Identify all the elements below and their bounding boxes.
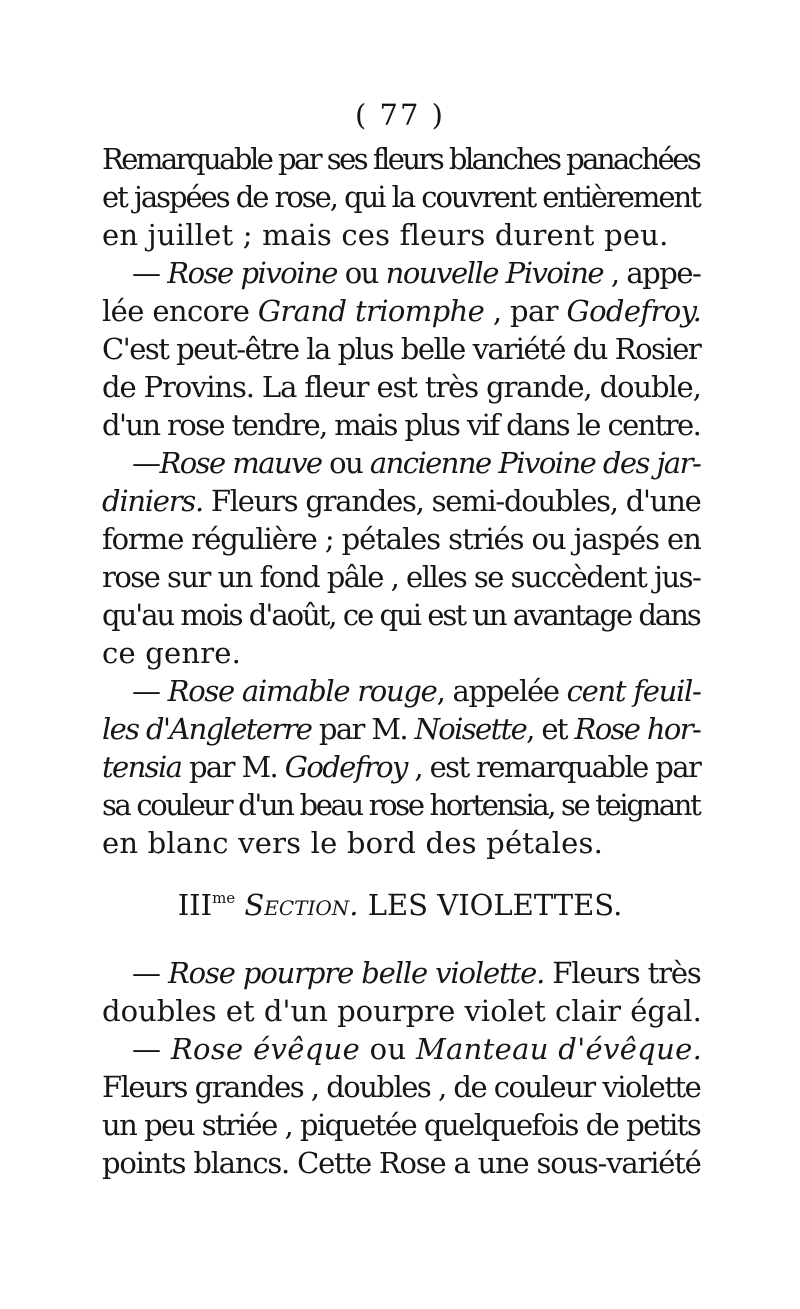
italic-text-segment: les d'Angleterre xyxy=(102,712,312,746)
text-segment: un peu striée , piquetée quelquefois de petits xyxy=(102,1108,701,1142)
text-segment: doubles et d'un pourpre violet clair égal. xyxy=(102,994,702,1028)
text-line xyxy=(102,293,701,329)
italic-text-segment: Rose aimable rouge xyxy=(167,674,437,708)
italic-text-segment: Rose pivoine xyxy=(167,256,337,290)
text-segment: , et xyxy=(526,712,575,746)
text-segment: en juillet ; mais ces fleurs durent peu. xyxy=(102,218,669,252)
text-line xyxy=(102,597,700,633)
text-line xyxy=(102,483,701,519)
text-line xyxy=(132,673,701,709)
text-segment: rose sur un fond pâle , elles se succèdent jus- xyxy=(102,560,701,594)
text-segment: , par xyxy=(484,294,567,328)
italic-text-segment: Rose pourpre belle violette. xyxy=(167,956,545,990)
section-heading xyxy=(0,880,800,923)
italic-text-segment: Noisette xyxy=(414,712,527,746)
text-line xyxy=(132,445,700,481)
text-segment: ce genre. xyxy=(102,636,242,670)
text-line xyxy=(102,407,700,443)
text-segment: Fleurs très xyxy=(544,956,701,990)
text-segment: en blanc vers le bord des pétales. xyxy=(102,826,603,860)
text-line xyxy=(132,1031,702,1067)
text-segment: ou xyxy=(321,446,370,480)
text-line xyxy=(102,179,700,215)
text-line xyxy=(102,749,700,785)
text-line xyxy=(132,955,701,991)
italic-text-segment: nouvelle Pivoine xyxy=(385,256,604,290)
text-line xyxy=(102,1107,700,1143)
text-line xyxy=(102,825,603,861)
text-segment: forme régulière ; pétales striés ou jaspés en xyxy=(102,522,701,556)
text-segment: — xyxy=(132,256,168,290)
italic-text-segment: tensia xyxy=(102,750,182,784)
text-line xyxy=(102,711,700,747)
section-title: LES VIOLETTES. xyxy=(367,888,623,922)
italic-text-segment: Godefroy. xyxy=(566,294,702,328)
text-segment: sa couleur d'un beau rose hortensia, se teignant xyxy=(102,788,700,822)
text-segment: C'est peut-être la plus belle variété du Rosier xyxy=(102,332,701,366)
text-segment: ou xyxy=(360,1032,417,1066)
text-line xyxy=(102,787,699,823)
text-segment: ou xyxy=(336,256,386,290)
text-segment: par M. xyxy=(181,750,285,784)
italic-text-segment: Rose évêque xyxy=(170,1032,361,1066)
section-word: Section. xyxy=(244,888,359,922)
italic-text-segment: diniers. xyxy=(102,484,203,518)
section-ordinal-suffix: me xyxy=(212,889,236,907)
section-roman-numeral: III xyxy=(177,888,213,922)
page-number: ( 77 ) xyxy=(355,98,445,132)
text-line xyxy=(102,993,702,1029)
text-segment: et jaspées de rose, qui la couvrent entièrement xyxy=(102,180,700,214)
text-line xyxy=(102,1069,700,1105)
italic-text-segment: cent feuil- xyxy=(566,674,701,708)
text-segment: , est remarquable par xyxy=(406,750,701,784)
text-line xyxy=(102,521,701,557)
text-segment: Fleurs grandes, semi-doubles, d'une xyxy=(202,484,701,518)
text-segment: , appelée xyxy=(436,674,567,708)
text-line xyxy=(102,369,701,405)
text-line xyxy=(102,559,700,595)
text-segment: par M. xyxy=(311,712,415,746)
text-line xyxy=(102,141,699,177)
italic-text-segment: Grand triomphe xyxy=(257,294,485,328)
text-segment: Fleurs grandes , doubles , de couleur violette xyxy=(102,1070,701,1104)
text-line xyxy=(102,217,669,253)
text-segment: — xyxy=(132,956,168,990)
text-line xyxy=(102,331,700,367)
text-segment: — xyxy=(132,674,168,708)
italic-text-segment: Rose hor- xyxy=(574,712,701,746)
text-segment: qu'au mois d'août, ce qui est un avantage dans xyxy=(102,598,700,632)
text-segment: Remarquable par ses fleurs blanches panachées xyxy=(102,142,700,176)
text-segment: d'un rose tendre, mais plus vif dans le centre. xyxy=(102,408,701,442)
italic-text-segment: Manteau d'évêque. xyxy=(416,1032,703,1066)
text-segment: points blancs. Cette Rose a une sous-variété xyxy=(102,1146,701,1180)
text-line xyxy=(102,1145,701,1181)
text-line xyxy=(102,635,241,671)
text-line xyxy=(132,255,700,291)
italic-text-segment: ancienne Pivoine des jar- xyxy=(369,446,701,480)
text-segment: — xyxy=(132,1032,171,1066)
italic-text-segment: Godefroy xyxy=(284,750,407,784)
italic-text-segment: Rose mauve xyxy=(159,446,322,480)
text-segment: lée encore xyxy=(102,294,258,328)
text-segment: , appe- xyxy=(603,256,701,290)
text-segment: — xyxy=(132,446,160,480)
text-segment: de Provins. La fleur est très grande, double, xyxy=(102,370,701,404)
